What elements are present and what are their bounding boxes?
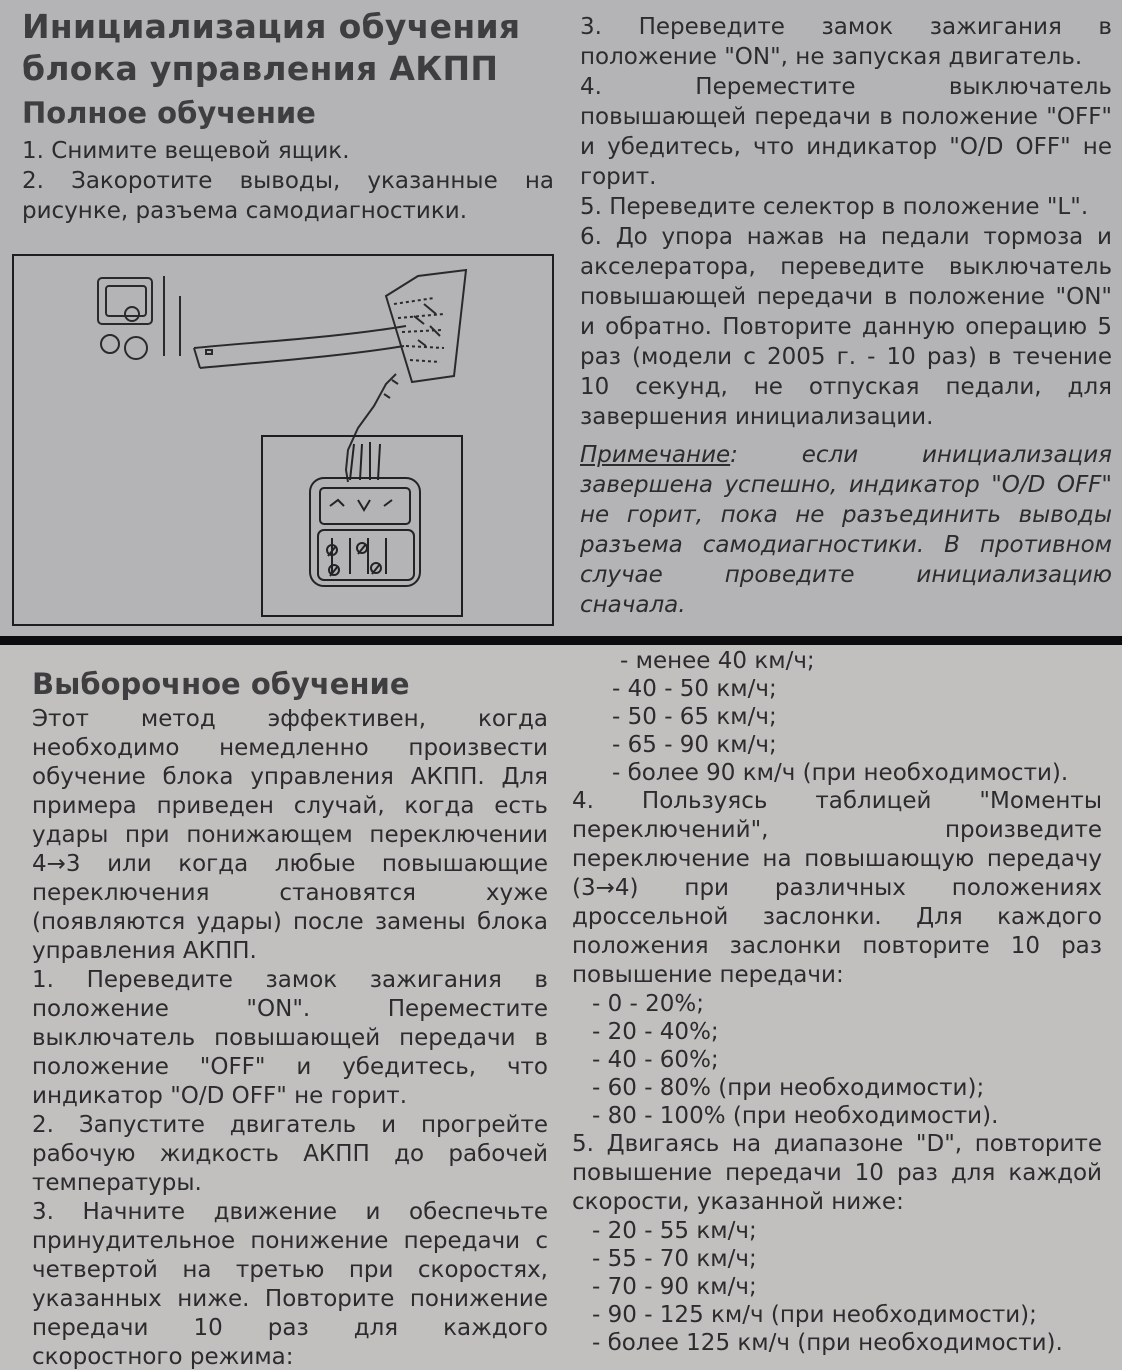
list-item: - 70 - 90 км/ч; — [592, 1274, 757, 1300]
inset-frame — [262, 436, 462, 616]
bottom-left-column — [32, 665, 548, 1370]
step-5: 5. Переведите селектор в положение "L". — [580, 194, 1089, 220]
connector-drawing — [14, 256, 552, 624]
connector-diagram — [12, 254, 554, 626]
step-6: 6. До упора нажав на педали тормоза и акселератора, переведите выключатель повышающей передачи в положение "ON" и обратно. Повторите данную операцию 5 раз (модели с 2005 г. - 10 раз) в течение 10 секунд, не отпуская педали, для завершения инициализации. — [580, 224, 1112, 430]
step-1: 1. Снимите вещевой ящик. — [22, 138, 350, 164]
list-item: - 80 - 100% (при необходимости). — [592, 1103, 999, 1129]
top-page — [0, 0, 1122, 636]
knob-icon — [101, 335, 119, 353]
upshift-speed-list — [572, 1217, 1102, 1357]
list-item: - 60 - 80% (при необходимости); — [592, 1075, 985, 1101]
list-item: - 0 - 20%; — [592, 991, 705, 1017]
list-item: - 40 - 50 км/ч; — [612, 676, 777, 702]
intro-paragraph: Этот метод эффективен, когда необходимо немедленно произвести обучение блока управления АКПП. Для примера приведен случай, когда есть удары при понижающем переключении 4→3 или когда любые повышающие переключения становятся хуже (появляются удары) после замены блока управления АКПП. — [32, 706, 548, 964]
subtitle-selective-learning: Выборочное обучение — [32, 667, 410, 701]
list-item: - более 125 км/ч (при необходимости). — [592, 1330, 1063, 1356]
bottom-right-column — [572, 647, 1102, 1357]
list-item: - 20 - 55 км/ч; — [592, 1218, 757, 1244]
note-text: : если инициализация завершена успешно, индикатор "O/D OFF" не горит, пока не разъединить выводы разъема самодиагностики. В противном случае проведите инициализацию сначала. — [580, 442, 1112, 618]
b-step-3: 3. Начните движение и обеспечьте принудительное понижение передачи с четвертой на третью при скоростях, указанных ниже. Повторите понижение передачи 10 раз для каждого скоростного режима: — [32, 1199, 548, 1370]
step-3: 3. Переведите замок зажигания в положение "ON", не запуская двигатель. — [580, 14, 1112, 70]
list-item: - 55 - 70 км/ч; — [592, 1246, 757, 1272]
b-step-1: 1. Переведите замок зажигания в положение "ON". Переместите выключатель повышающей передачи в положение "OFF" и убедитесь, что индикатор "O/D OFF" не горит. — [32, 967, 548, 1109]
diagnostic-connector — [310, 442, 420, 586]
subtitle-full-learning: Полное обучение — [22, 96, 316, 130]
note — [580, 440, 1112, 620]
page-divider — [0, 636, 1122, 645]
list-item: - 90 - 125 км/ч (при необходимости); — [592, 1302, 1037, 1328]
list-item: - 65 - 90 км/ч; — [612, 732, 777, 758]
step-2: 2. Закоротите выводы, указанные на рисунке, разъема самодиагностики. — [22, 168, 554, 224]
b-step-5: 5. Двигаясь на диапазоне "D", повторите повышение передачи 10 раз для каждой скорости, указанной ниже: — [572, 1131, 1102, 1215]
top-right-column — [580, 12, 1112, 620]
list-item: - 40 - 60%; — [592, 1047, 719, 1073]
list-item: - менее 40 км/ч; — [620, 648, 815, 674]
note-label: Примечание — [580, 442, 731, 468]
title-line-2: блока управления АКПП — [22, 49, 499, 88]
list-item: - 50 - 65 км/ч; — [612, 704, 777, 730]
downshift-speed-list — [572, 647, 1102, 787]
top-left-column — [22, 6, 554, 226]
fuse-box — [386, 270, 466, 382]
title-line-1: Инициализация обучения — [22, 7, 521, 46]
b-step-2: 2. Запустите двигатель и прогрейте рабочую жидкость АКПП до рабочей температуры. — [32, 1112, 548, 1196]
throttle-list — [572, 990, 1102, 1130]
dash-rail — [194, 326, 406, 348]
b-step-4: 4. Пользуясь таблицей "Моменты переключений", произведите переключение на повышающую передачу (3→4) при различных положениях дроссельной заслонки. Для каждого положения заслонки повторите 10 раз повышение передачи: — [572, 788, 1102, 988]
step-4: 4. Переместите выключатель повышающей передачи в положение "OFF" и убедитесь, что индикатор "O/D OFF" не горит. — [580, 74, 1112, 190]
bottom-page — [0, 645, 1122, 1370]
list-item: - 20 - 40%; — [592, 1019, 719, 1045]
list-item: - более 90 км/ч (при необходимости). — [612, 760, 1069, 786]
